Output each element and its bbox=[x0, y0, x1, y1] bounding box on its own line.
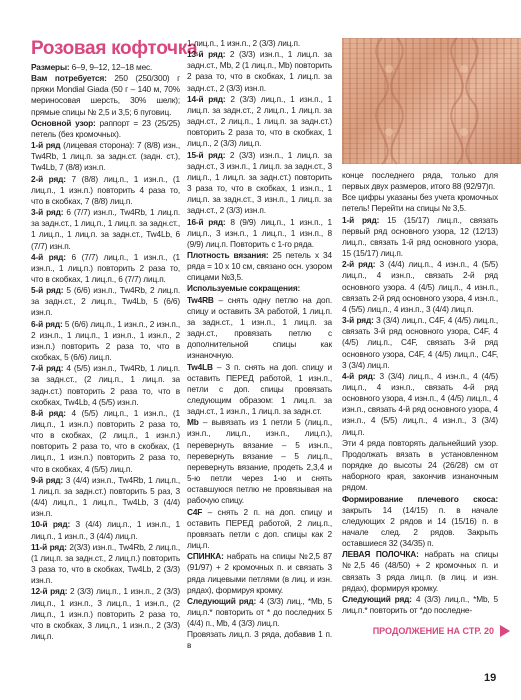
instruction-text: 8 (9/9) лиц.п., 1 изн.п., 1 лиц.п., 3 изн.п., 1 лиц.п., 1 изн.п., 8 (9/9) лиц.п. Повторить с 1-го ряда. bbox=[187, 216, 332, 249]
instruction-paragraph bbox=[187, 596, 332, 629]
instruction-text: – 3 п. снять на доп. спицу и оставить ПЕРЕД работой, 1 изн.п., петли с доп. спицы провязать следующим образом: 1 лиц.п. за задн.ст., 1 изн.п., 1 лиц.п. за задн.ст. bbox=[187, 361, 332, 417]
instruction-text: 3 (4/4) лиц.п., 4 изн.п., 4 (5/5) лиц.п., 4 изн.п., связать 2-й ряд основного узора. 4 (4/5) лиц.п., 4 изн.п., связать 2-й ряд основного узора, 4 изн.п., 4 (5/5) лиц.п., 4 изн.п., 3 (4/4) лиц.п. bbox=[342, 259, 498, 314]
instruction-label: 5-й ряд: bbox=[31, 285, 64, 296]
instruction-text: 4 (3/3) лиц., *Mb, 5 лиц.п.* повторить от * до последних 5 (4/4) п., Mb, 4 (3/3) лиц.п. bbox=[187, 595, 333, 629]
instruction-label: 6-й ряд: bbox=[31, 318, 63, 329]
instruction-text: 15 (15/17) лиц.п., связать первый ряд основного узора, 12 (12/13) лиц.п., связать 1-й ряд основного узора, 15 (15/17) лиц.п. bbox=[342, 214, 498, 259]
instruction-paragraph bbox=[342, 259, 498, 315]
instruction-paragraph bbox=[187, 507, 332, 552]
instruction-paragraph bbox=[31, 542, 180, 587]
instruction-text: – вывязать из 1 петли 5 (лиц.п., изн.п., лиц.п., изн.п., лиц.п.), перевернуть вязание – 5 изн.п., перевернуть вязание – 5 лиц.п., перевернуть вязание, продеть 2,3,4 и 5-ю петли через 1-ю и снять оставшуюся петлю не провязывая на рабочую спицу. bbox=[187, 417, 332, 506]
instruction-paragraph bbox=[187, 417, 332, 506]
instruction-label: 8-й ряд: bbox=[31, 407, 66, 418]
text-column-left bbox=[31, 62, 180, 687]
instruction-text: (лицевая сторона): 7 (8/8) изн., Tw4Rb, 1 лиц.п. за задн.ст. (задн. ст.), Tw4Lb, 7 (8/8) изн.п. bbox=[31, 140, 180, 173]
arrow-right-icon bbox=[500, 625, 510, 637]
instruction-paragraph bbox=[342, 371, 498, 438]
instruction-text: 6–9, 9–12, 12–18 мес. bbox=[69, 62, 153, 72]
instruction-text: 4 (5/5) лиц.п., 1 изн.п., (1 лиц.п., 1 изн.п.) повторить 2 раза то, что в скобках, (2 лиц.п., 1 изн.п.) повторить 2 раза то, что в скобках, (1 лиц.п., 1 изн.п.) повторить 2 раза то, что в скобках, 4 (5/5) лиц.п. bbox=[31, 407, 180, 474]
instruction-label: 2-й ряд: bbox=[342, 259, 376, 270]
instruction-paragraph bbox=[187, 217, 332, 250]
instruction-text: 3 (3/4) лиц.п., C4F, 4 (4/5) лиц.п., связать 3-й ряд основного узора, C4F, 4 (4/5) лиц.п., C4F, связать 3-й ряд основного узора, C4F, 4 (4/5) лиц.п., C4F, 3 (3/4) лиц.п. bbox=[342, 315, 498, 370]
instruction-paragraph bbox=[31, 285, 180, 318]
instruction-text: 250 (250/300) г пряжи Mondial Giada (50 г – 140 м, 70% мериносовая шерсть, 30% шелк); прямые спицы № 2,5 и 3,5; 6 пуговиц. bbox=[31, 73, 180, 117]
instruction-text: 6 (7/7) лиц.п., 1 изн.п., (1 изн.п., 1 лиц.п.) повторить 2 раза то, что в скобках, 1 лиц.п., 6 (7/7) лиц.п. bbox=[31, 251, 180, 284]
instruction-text: 5 (6/6) лиц.п., 1 изн.п., 2 изн.п., 2 изн.п., 1 лиц.п., 1 изн.п., 1 изн.п., 2 изн.п.) повторить 2 раза то, что в скобках, 5 (6/6) лиц.п. bbox=[31, 318, 180, 363]
instruction-paragraph bbox=[31, 586, 180, 642]
instruction-paragraph bbox=[187, 38, 332, 49]
instruction-label: 3-й ряд: bbox=[342, 315, 374, 326]
instruction-label: 14-й ряд: bbox=[187, 93, 226, 104]
instruction-label: Используемые сокращения: bbox=[187, 283, 301, 294]
instruction-text: 3 (4/4) изн.п., Tw4Rb, 1 лиц.п., 1 лиц.п. за задн.ст.) повторить 5 раз, 3 (4/4) лиц.п., 1 лиц.п., Tw4Lb, 3 (4/4) изн.п. bbox=[31, 474, 180, 519]
instruction-text: 6 (7/7) изн.п., Tw4Rb, 1 лиц.п. за задн.ст., 1 лиц.п., 1 лиц.п. за задн.ст., 1 лиц.п., 1 лиц.п. за задн.ст., Tw4Lb, 6 (7/7) изн.п. bbox=[31, 207, 180, 251]
instruction-label: 1-й ряд: bbox=[342, 214, 380, 225]
instruction-text: 4 (3/3) лиц.п., *Mb, 5 лиц.п.* повторить от *до последне- bbox=[342, 593, 499, 616]
instruction-paragraph bbox=[31, 363, 180, 408]
instruction-paragraph bbox=[187, 295, 332, 362]
cable-knit-texture bbox=[342, 38, 521, 164]
instruction-label: 9-й ряд: bbox=[31, 474, 64, 485]
instruction-label: ЛЕВАЯ ПОЛОЧКА: bbox=[342, 549, 419, 560]
instruction-text: 1 лиц.п., 1 изн.п., 2 (3/3) лиц.п. bbox=[187, 38, 301, 48]
instruction-label: 1-й ряд bbox=[31, 140, 61, 151]
instruction-paragraph bbox=[342, 215, 498, 260]
instruction-text: 2(3/3) изн.п., Tw4Rb, 2 лиц.п., (1 лиц.п. за задн.ст., 2 лиц.п.) повторить 3 раза то, что в скобках, Tw4Lb, 2 (3/3) изн.п. bbox=[31, 541, 180, 586]
instruction-paragraph bbox=[31, 140, 180, 173]
continue-label[interactable]: ПРОДОЛЖЕНИЕ НА СТР. 20 bbox=[372, 626, 494, 636]
instruction-label: Следующий ряд: bbox=[342, 593, 412, 604]
instruction-paragraph bbox=[31, 118, 180, 140]
instruction-paragraph bbox=[187, 362, 332, 418]
instruction-text: 4 (5/5) изн.п., Tw4Rb, 1 лиц.п. за задн.ст., (2 лиц.п., 1 лиц.п. за задн.ст.) повторить 2 раза то, что в скобках, Tw4Lb, 4 (5/5) изн.п. bbox=[31, 363, 180, 407]
instruction-paragraph bbox=[342, 594, 498, 616]
page-title: Розовая кофточка bbox=[31, 38, 198, 59]
instruction-text: – снять 2 п. на доп. спицу и оставить ПЕРЕД работой, 2 лиц.п., провязать петли с доп. спицы как 2 лиц.п. bbox=[187, 506, 332, 551]
instruction-paragraph bbox=[342, 315, 498, 371]
instruction-paragraph bbox=[31, 62, 180, 73]
instruction-paragraph bbox=[31, 207, 180, 252]
instruction-text: конце последнего ряда, только для первых двух размеров, итого 88 (92/97)п. bbox=[342, 170, 498, 192]
instruction-paragraph bbox=[187, 250, 332, 283]
instruction-label: 16-й ряд: bbox=[187, 216, 226, 227]
instruction-paragraph bbox=[342, 549, 498, 594]
instruction-label: Основной узор: bbox=[31, 117, 96, 128]
instruction-paragraph bbox=[342, 170, 498, 192]
instruction-label: 4-й ряд: bbox=[31, 251, 66, 262]
instruction-label: Плотность вязания: bbox=[187, 249, 269, 260]
instruction-text: 5 (6/6) изн.п., Tw4Rb, 2 лиц.п. за задн.ст., 2 лиц.п., Tw4Lb, 5 (6/6) изн.п. bbox=[31, 285, 180, 318]
instruction-text: Все цифры указаны без учета кромочных петель! Перейти на спицы № 3,5. bbox=[342, 192, 498, 214]
instruction-paragraph bbox=[187, 150, 332, 217]
instruction-text: Эти 4 ряда повторять дальнейший узор. Продолжать вязать в установленном порядке до высоты 24 (26/28) см от наборного края, закончив изнаночным рядом. bbox=[342, 437, 498, 493]
instruction-label: C4F bbox=[187, 506, 203, 517]
instruction-label: 2-й ряд: bbox=[31, 173, 66, 184]
instruction-label: Tw4LB bbox=[187, 361, 213, 372]
instruction-label: 3-й ряд: bbox=[31, 207, 64, 218]
instruction-paragraph bbox=[187, 283, 332, 294]
instruction-text: 25 петель x 34 ряда = 10 x 10 см, связано осн. узором спицами №3,5. bbox=[187, 249, 332, 283]
instruction-label: 12-й ряд: bbox=[31, 586, 68, 597]
instruction-text: 2 (3/3) изн.п., 1 лиц.п. за задн.ст., 3 изн.п., 1 лиц.п. за задн.ст., 3 лиц.п., 1 лиц.п. за задн.ст.) повторить 3 раза то, что в скобках, 1 изн.п., 1 лиц.п. за задн.ст., 3 изн.п., 1 лиц.п. за задн.ст., 2 (3/3) изн.п. bbox=[187, 149, 332, 216]
instruction-paragraph bbox=[342, 438, 498, 494]
instruction-text: 2 (3/3) лиц.п., 1 изн.п., 2 (3/3) лиц.п., 1 изн.п., 3 лиц.п., 1 изн.п., (2 лиц.п., 1 изн.п.) повторить 2 раза то, что в скобках, 3 лиц.п., 1 изн.п., 2 (3/3) лиц.п. bbox=[31, 586, 180, 641]
instruction-label: Tw4RB bbox=[187, 294, 214, 305]
instruction-paragraph bbox=[187, 49, 332, 94]
instruction-paragraph bbox=[31, 174, 180, 207]
instruction-text: 3 (4/4) лиц.п., 1 изн.п., 1 лиц.п., 1 изн.п., 3 (4/4) лиц.п. bbox=[31, 519, 180, 541]
instruction-text: набрать на спицы №2,5 46 (48/50) + 2 кромочных п. и связать 3 ряда лиц.п. (в лиц. и изн. рядах), формируя кромку. bbox=[342, 549, 499, 593]
text-column-right bbox=[342, 170, 499, 616]
page-number: 19 bbox=[484, 672, 497, 684]
instruction-text: 2 (3/3) лиц.п., 1 изн.п., 1 лиц.п. за задн.ст., 2 лиц.п., 1 лиц.п. за задн.ст., 2 лиц.п., 1 лиц.п. за задн.ст.) повторить 2 раза то, что в скобках, 1 лиц.п., 2 (3/3) лиц.п. bbox=[187, 93, 332, 149]
knit-pattern-photo bbox=[342, 38, 521, 164]
instruction-label: 7-й ряд: bbox=[31, 363, 64, 374]
instruction-text: – снять одну петлю на доп. спицу и оставить ЗА работой, 1 лиц.п. за задн.ст., 1 изн.п., 1 лиц.п. за задн.ст., провязать петлю с дополнительной спицы как изнаночную. bbox=[187, 294, 332, 361]
instruction-text: набрать на спицы №2,5 87 (91/97) + 2 кромочных п. и связать 3 ряда лицевыми петлями (в лиц. и изн. рядах), формируя кромку. bbox=[187, 551, 332, 595]
instruction-label: 11-й ряд: bbox=[31, 541, 67, 552]
instruction-paragraph bbox=[31, 319, 180, 364]
instruction-paragraph bbox=[31, 475, 180, 520]
instruction-label: Размеры: bbox=[31, 62, 70, 72]
instruction-text: Провязать лиц.п. 3 ряда, добавив 1 п. в bbox=[187, 629, 332, 651]
instruction-label: СПИНКА: bbox=[187, 551, 224, 562]
instruction-text: 3 (3/4) лиц.п., 4 изн.п., 4 (4/5) лиц.п., 4 изн.п., связать 4-й ряд основного узора, 4 изн.п., 4 (4/5) лиц.п., 4 изн.п., связать 4-й ряд основного узора, 4 изн.п., 4 (5/5) лиц.п., 4 изн.п., 3 (3/4) лиц.п. bbox=[342, 370, 498, 437]
instruction-text: закрыть 14 (14/15) п. в начале следующих 2 рядов и 14 (15/16) п. в начале след. 2 рядов. Закрыть оставшиеся 32 (34/35) п. bbox=[342, 504, 498, 549]
instruction-paragraph bbox=[31, 408, 180, 475]
instruction-paragraph bbox=[31, 73, 180, 118]
instruction-label: 15-й ряд: bbox=[187, 149, 226, 160]
instruction-paragraph bbox=[342, 494, 498, 550]
instruction-text: 7 (8/8) лиц.п., 1 изн.п., (1 лиц.п., 1 изн.п.) повторить 4 раза то, что в скобках, 7 (8/8) лиц.п. bbox=[31, 173, 180, 206]
instruction-label: Формирование плечевого скоса: bbox=[342, 493, 498, 504]
instruction-text: раппорт = 23 (25/25) петель (без кромочных). bbox=[31, 117, 180, 139]
instruction-label: Вам потребуется: bbox=[31, 73, 107, 84]
instruction-paragraph bbox=[31, 252, 180, 285]
instruction-label: 10-й ряд: bbox=[31, 519, 71, 530]
instruction-label: 4-й ряд: bbox=[342, 370, 376, 381]
instruction-label: Следующий ряд: bbox=[187, 595, 257, 606]
instruction-paragraph bbox=[342, 192, 498, 214]
instruction-paragraph bbox=[31, 519, 180, 541]
instruction-label: Mb bbox=[187, 417, 199, 428]
text-column-middle bbox=[187, 38, 332, 688]
instruction-paragraph bbox=[187, 551, 332, 596]
instruction-text: 2 (3/3) изн.п., 1 лиц.п. за задн.ст., Mb, 2 (1 лиц.п., Mb) повторить 2 раза то, что в скобках, 1 лиц.п. за задн.ст., 2 (3/3) изн.п. bbox=[187, 49, 332, 93]
instruction-paragraph bbox=[187, 629, 332, 651]
instruction-paragraph bbox=[187, 94, 332, 150]
continue-link[interactable] bbox=[370, 624, 510, 638]
instruction-label: 13-й ряд: bbox=[187, 49, 226, 60]
